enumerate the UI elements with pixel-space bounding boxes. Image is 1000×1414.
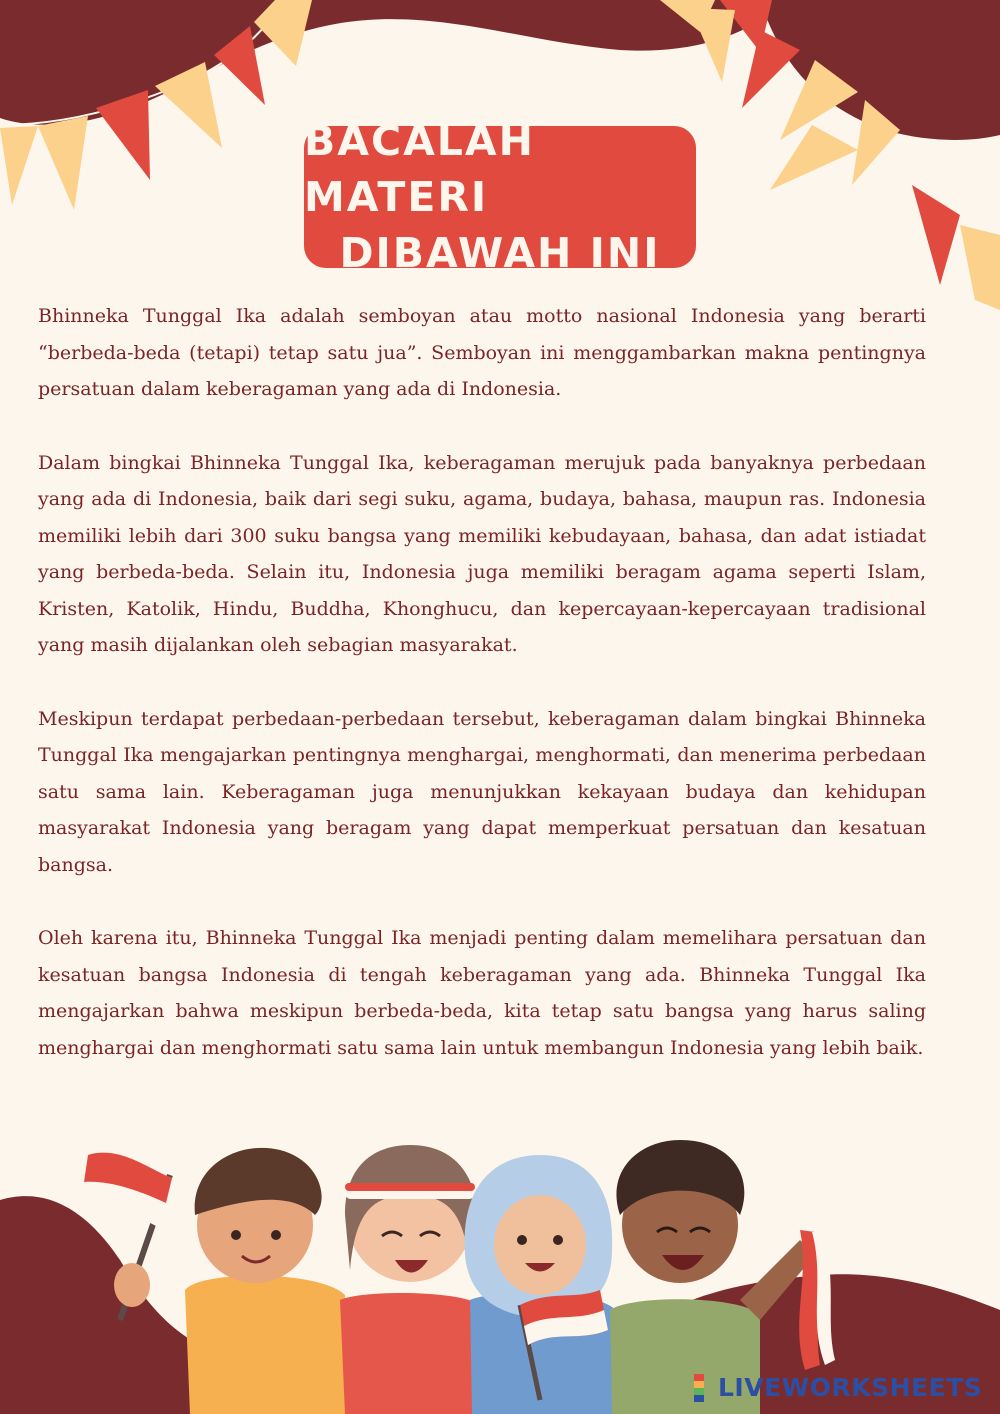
liveworksheets-logo-icon: [694, 1374, 714, 1402]
paragraph-2: Dalam bingkai Bhinneka Tunggal Ika, keberagaman merujuk pada banyaknya perbedaan yang ada di Indonesia, baik dari segi suku, agama, budaya, bahasa, maupun ras. Indonesia memiliki lebih dari 300 suku bangsa yang memiliki kebudayaan, bahasa, dan adat istiadat yang berbeda-beda. Selain itu, Indonesia juga memiliki beragam agama seperti Islam, Kristen, Katolik, Hindu, Buddha, Khonghucu, dan kepercayaan-kepercayaan tradisional yang masih dijalankan oleh sebagian masyarakat.: [38, 451, 926, 656]
liveworksheets-brand: [694, 1373, 982, 1402]
paragraph-4: Oleh karena itu, Bhinneka Tunggal Ika menjadi penting dalam memelihara persatuan dan kesatuan bangsa Indonesia di tengah keberagaman yang ada. Bhinneka Tunggal Ika mengajarkan bahwa meskipun berbeda-beda, kita tetap satu bangsa yang harus saling menghargai dan menghormati satu sama lain untuk membangun Indonesia yang lebih baik.: [38, 927, 926, 1059]
reading-text: [38, 298, 926, 1103]
title-banner: [304, 117, 696, 277]
paragraph-1: Bhinneka Tunggal Ika adalah semboyan atau motto nasional Indonesia yang berarti “berbeda-beda (tetapi) tetap satu jua”. Semboyan ini menggambarkan makna pentingnya persatuan dalam keberagaman yang ada di Indonesia.: [38, 305, 926, 400]
title-line-2: DIBAWAH INI: [339, 229, 661, 277]
paragraph-3: Meskipun terdapat perbedaan-perbedaan tersebut, keberagaman dalam bingkai Bhinneka Tunggal Ika mengajarkan pentingnya menghargai, menghormati, dan menerima perbedaan satu sama lain. Keberagaman juga menunjukkan kekayaan budaya dan kehidupan masyarakat Indonesia yang beragam yang dapat memperkuat persatuan dan kesatuan bangsa.: [38, 707, 926, 876]
brand-text: LIVEWORKSHEETS: [718, 1373, 983, 1402]
title-line-1: BACALAH MATERI: [304, 117, 535, 221]
